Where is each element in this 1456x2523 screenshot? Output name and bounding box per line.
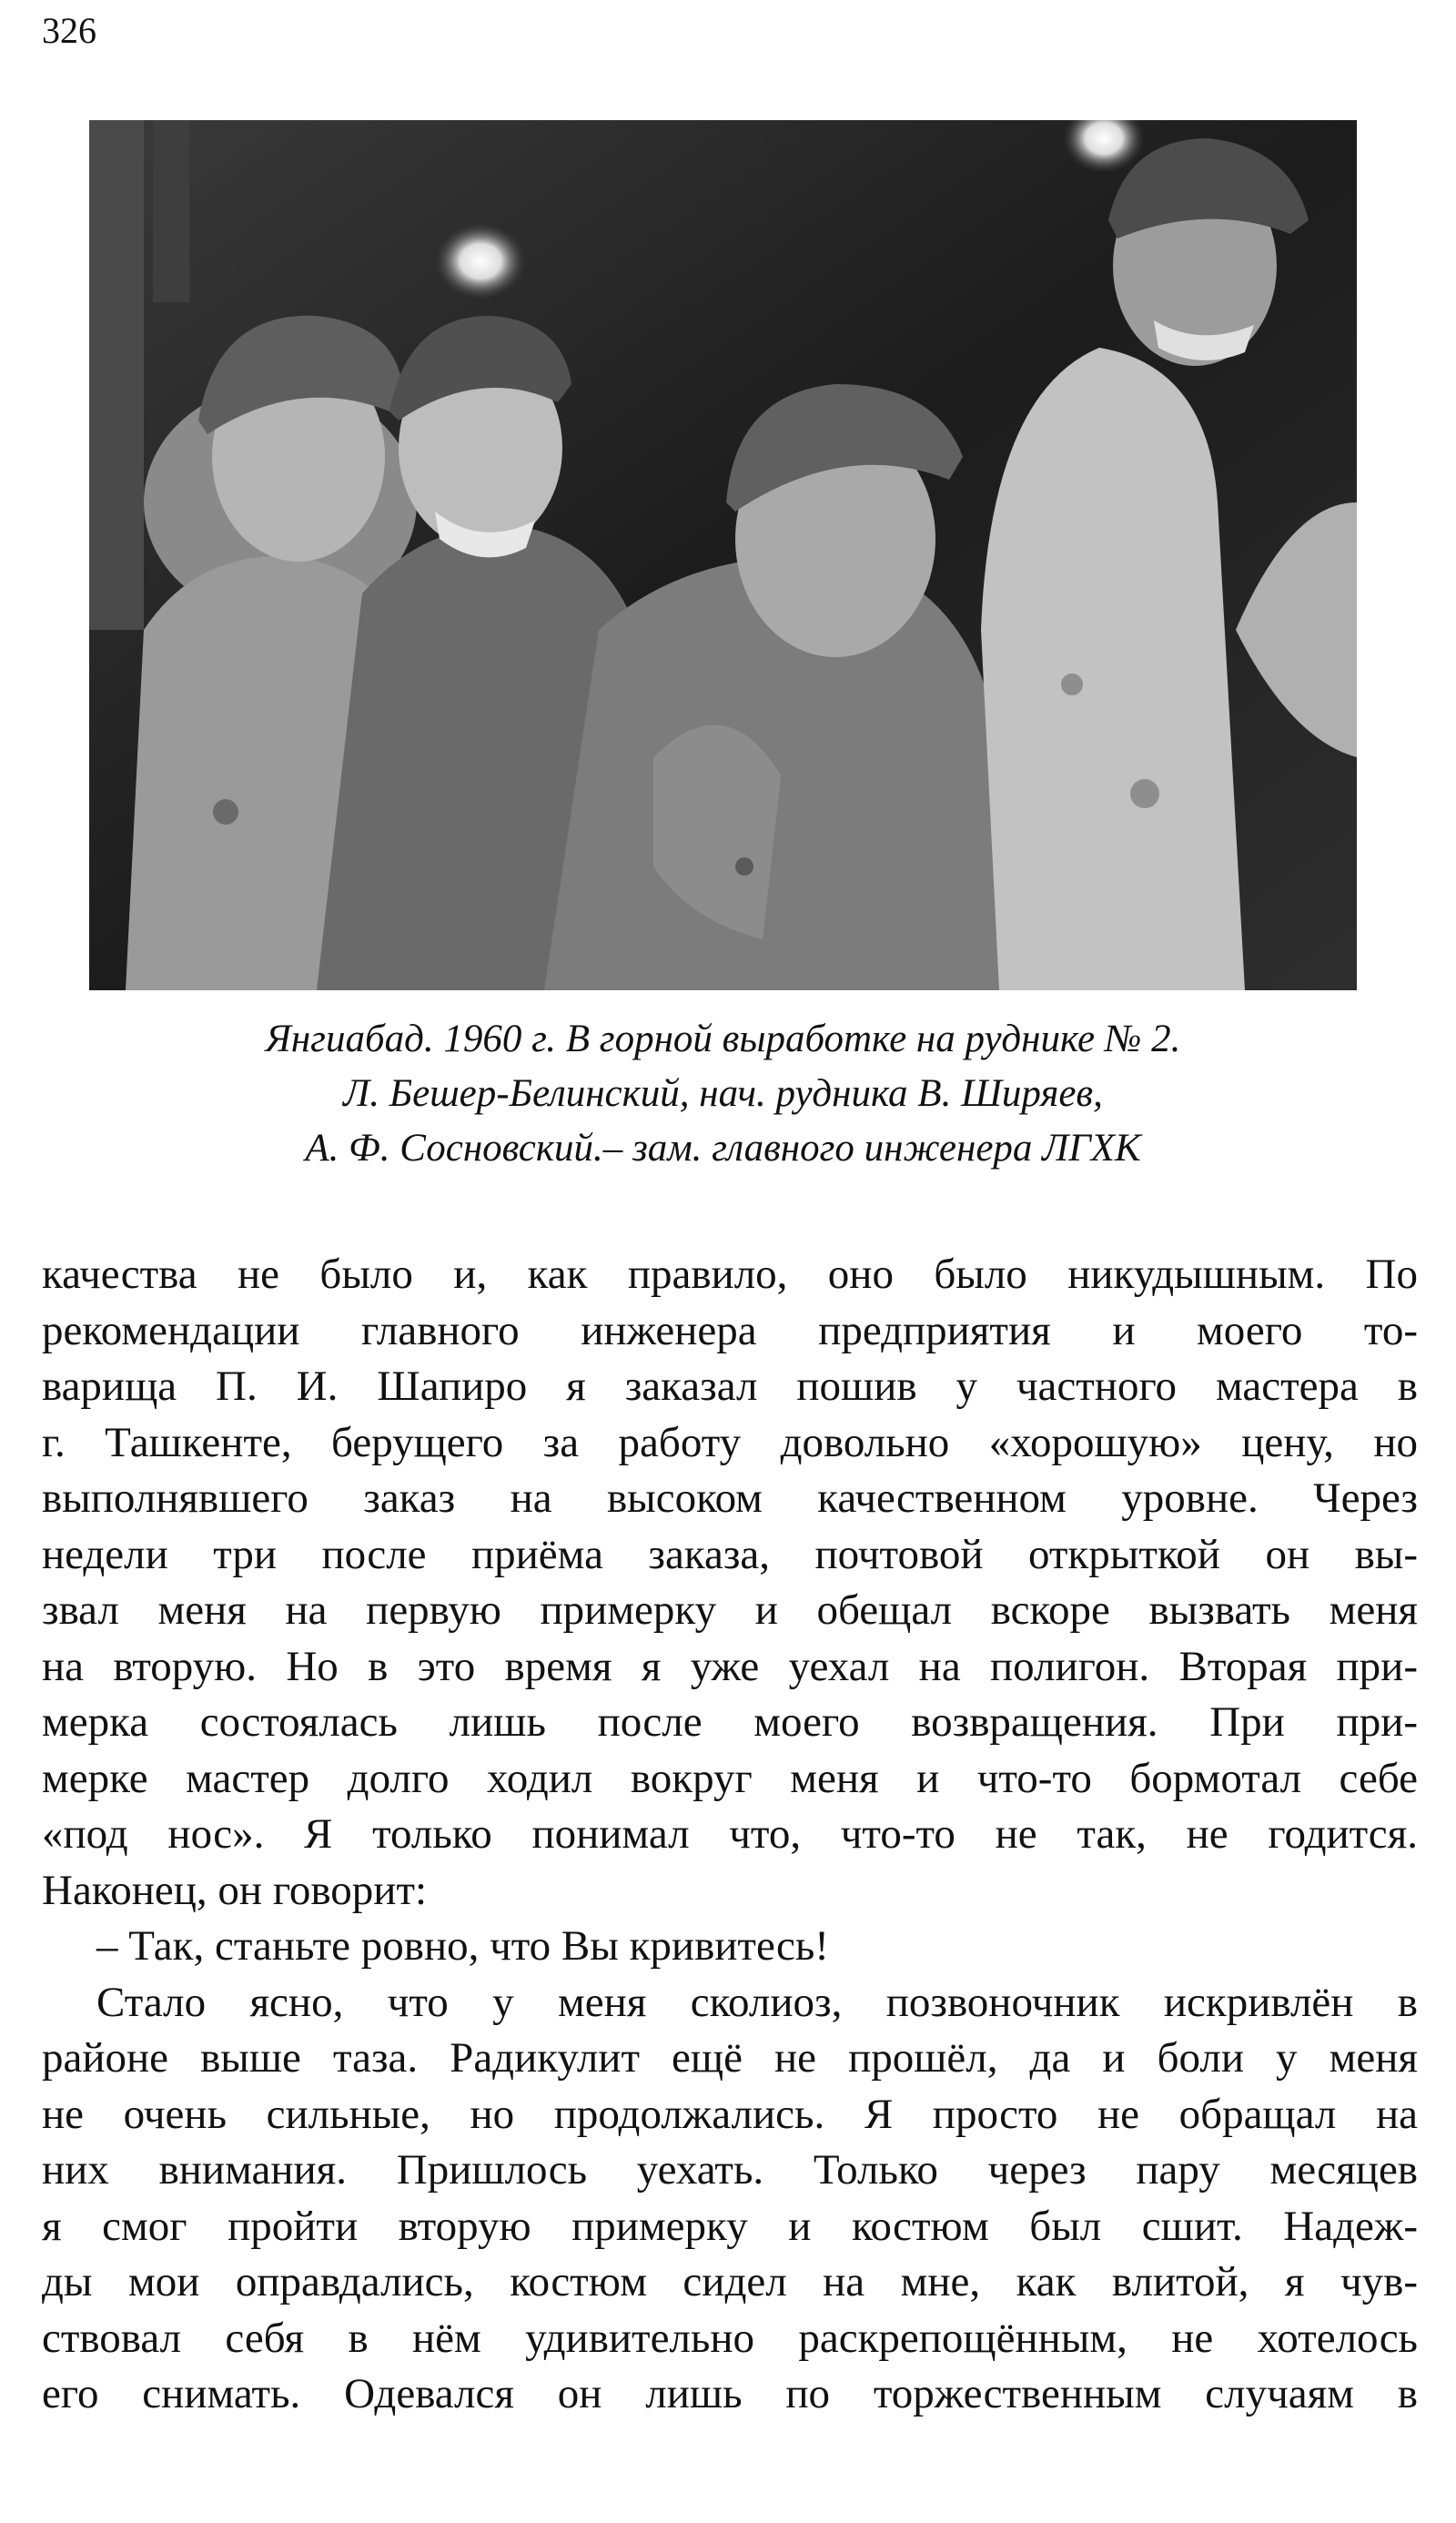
text-line: выполнявшего заказ на высоком качественном уровне. Через xyxy=(42,1474,1418,1522)
photo-caption xyxy=(89,1012,1357,1176)
text-line: его снимать. Одевался он лишь по торжественным случаям в xyxy=(42,2370,1418,2417)
text-line: районе выше таза. Радикулит ещё не прошёл, да и боли у меня xyxy=(42,2034,1418,2082)
body-text xyxy=(42,1247,1418,2423)
text-line: них внимания. Пришлось уехать. Только через пару месяцев xyxy=(42,2146,1418,2194)
text-line: варища П. И. Шапиро я заказал пошив у частного мастера в xyxy=(42,1363,1418,1410)
text-line: рекомендации главного инженера предприятия и моего то- xyxy=(42,1306,1418,1354)
page-number: 326 xyxy=(42,10,96,51)
text-line: звал меня на первую примерку и обещал вскоре вызвать меня xyxy=(42,1586,1418,1634)
text-line: ствовал себя в нём удивительно раскрепощённым, не хотелось xyxy=(42,2314,1418,2362)
photo-illustration xyxy=(89,120,1357,990)
text-line: ды мои оправдались, костюм сидел на мне, как влитой, я чув- xyxy=(42,2258,1418,2305)
text-line: недели три после приёма заказа, почтовой открыткой он вы- xyxy=(42,1530,1418,1578)
text-line: мерке мастер долго ходил вокруг меня и что-то бормотал себе xyxy=(42,1754,1418,1802)
caption-line: Янгиабад. 1960 г. В горной выработке на руднике № 2. xyxy=(265,1018,1181,1060)
text-line: Стало ясно, что у меня сколиоз, позвоночник искривлён в xyxy=(96,1978,1418,2026)
text-line: мерка состоялась лишь после моего возвращения. При при- xyxy=(42,1698,1418,1746)
text-line: я смог пройти вторую примерку и костюм был сшит. Надеж- xyxy=(42,2202,1418,2250)
caption-line: Л. Бешер-Белинский, нач. рудника В. Ширяев, xyxy=(343,1072,1103,1115)
text-line: Наконец, он говорит: xyxy=(42,1866,428,1914)
text-line: – Так, станьте ровно, что Вы кривитесь! xyxy=(96,1922,829,1970)
text-line: на вторую. Но в это время я уже уехал на полигон. Вторая при- xyxy=(42,1642,1418,1690)
caption-line: А. Ф. Сосновский.– зам. главного инженера ЛГХК xyxy=(305,1127,1141,1170)
text-line: «под нос». Я только понимал что, что-то не так, не годится. xyxy=(42,1810,1418,1858)
text-line: не очень сильные, но продолжались. Я просто не обращал на xyxy=(42,2090,1418,2138)
text-line: г. Ташкенте, берущего за работу довольно «хорошую» цену, но xyxy=(42,1418,1418,1466)
miners-photograph xyxy=(89,120,1357,990)
text-line: качества не было и, как правило, оно было никудышным. По xyxy=(42,1251,1418,1298)
